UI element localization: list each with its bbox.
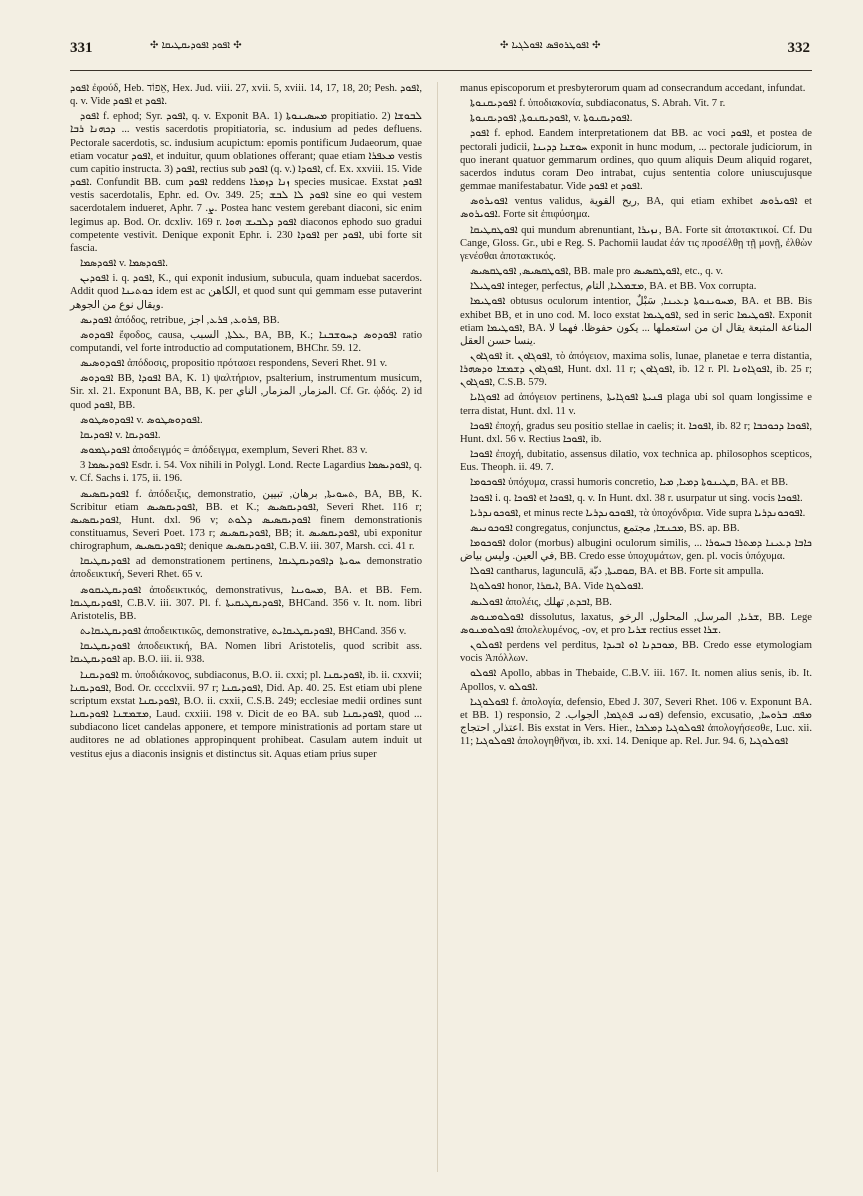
dictionary-entry: ܐܦܘܕܣܡܐ v. ܐܦܘܕܣܡܐ. — [80, 258, 168, 270]
dictionary-entry: ܐܦܘܠܘܓܐ honor, ܐܝܩܪܐ, BA. Vide ܐܦܘܠܘܓܐ. — [470, 581, 644, 593]
dictionary-entry: ܐܦܘܓܐܘܢ it. ܐܦܘܓܐܘܢ, τὸ ἀπόγειον, maxima solis, lunae, planetae e terra distantia, ܐܦܘܓܐܘܢ ܕܫܡܫܐ ܘܕܣܗܪܐ, Hunt. dxl. 11 r; ܐܦܘܓܐܘܢ, ib. 12 r. Pl. ܐܦܘܓܐܘܢܐ, ib. 25 r; ܐܦܘܓܐܘܢ, C.S.B. 579. — [460, 350, 812, 389]
dictionary-entry: ܐܦܘܠܘ Apollo, abbas in Thebaide, C.B.V. iii. 167. It. nomen alius senis, ib. It. Apollos, v. ܐܦܘܠܘ. — [460, 668, 812, 693]
dictionary-entry: ܐܦܘܛܝܡܐ obtusus oculorum intentior, ܡܚܘܝܢܘܬܐ ܕܥܝܢܐ, سَبْلٌ, BA. et BB. Bis exhibet BB, et in uno cod. M. loco exstat ܐܦܘܛܝܡܐ, sed in seric ܐܦܘܛܝܡܐ. Exponit etiam ܐܦܘܛܝܡܐ, BA. المناعة المتبعة يقال ان من استعملها ... يكون حفوظا. فهما لا ينسا حسن العقل. — [460, 296, 812, 347]
dictionary-entry: ܐܦܘܕܝܓܡܘܣ ἀποδειγμός = ἀπόδειγμα, exemplum, Severi Rhet. 83 v. — [80, 445, 368, 457]
dictionary-entry: ܐܦܘܕܝܩܢܘܬܐ f. ὑποδιακονία, subdiaconatus, S. Abrah. Vit. 7 r. — [470, 98, 726, 110]
right-running-head: ✣ ܐܦܘܛܪܘܦܣ ܐܦܘܠܓܝܐ ✣ — [500, 40, 601, 51]
dictionary-entry: manus episcoporum et presbyterorum quam ad consecrandum accedant, infundat. — [460, 83, 806, 94]
dictionary-entry: ܐܦܘܕܘܣܝܣ ἀπόδοσις, propositio πρότασει respondens, Severi Rhet. 91 v. — [80, 358, 388, 370]
dictionary-entry: ܐܦܘܟܐ i. q. ܐܦܘܟܐ et ܐܦܘܟܐ, q. v. In Hunt. dxl. 38 r. usurpatur ut sing. vocis ܐܦܘܟܐ. — [470, 492, 803, 504]
dictionary-entry: ܐܦܘܕܝܣܡܐ 3 Esdr. i. 54. Vox nihili in Polygl. Lond. Recte Lagardius ܐܦܘܕܝܣܡܐ, q. v. Cf. Sachs i. 175, ii. 196. — [70, 460, 423, 485]
dictionary-entry: ܐܦܘܟܐ ἐποχή, gradus seu positio stellae in caelis; it. ܐܦܘܟܐ, ib. 82 r; ܐܦܘܟܐ ܕܟܘܟܒܐ, Hunt. dxl. 56 v. Rectius ܐܦܘܟܐ, ib. — [460, 420, 812, 445]
dictionary-entry: ܐܦܘܕܝܣ ἀπόδος, retribue, ܦܪܘܥ, ܦܪܥ, اجز, BB. — [80, 314, 280, 326]
left-column — [70, 82, 422, 763]
dictionary-entry: ܐܦܘܠܝܣ ἀπολέις, ܐܒܕܬ, تهلك, BB. — [470, 596, 612, 608]
dictionary-entry: ܐܦܘܟܘܡܐ dolor (morbus) albugini oculorum similis, ... ܟܐܒܐ ܕܥܝܢܐ ܕܡܬܪܐ ܒܚܘܪܐ في العين. وليس بياض, BB. Credo esse ὑποχυμάτων, gen. pl. vocis ὑπόχυμα. — [460, 538, 812, 563]
dictionary-entry: ܐܦܘܕ f. ephod; Syr. ܐܦܘܕ, q. v. Exponit BA. 1) ܡܚܣܝܢܘܬܐ propitiatio. 2) ܠܒܘܫܐ ܕܟܗܢܐ ܪܒܐ ... vestis sacerdotis propitiatoria, sc. indusium ad pedes defluens. Pectorale sacerdotis, sc. indusium acupictum: epomis pontificum Judaeorum, quae etiam vocatur ܐܦܘܕ, et induitur, quum oblationes offerant; quae etiam ܡܥܦܪܐ vestis cum capitio instructa. 3) ܐܦܘܕ, rectius sub ܐܦܘܕ (q. v.) ܐܦܘܕܐ, cf. Ex. xxviii. 15. Vide ܐܦܘܕ. Confundit BB. cum ܐܦܘܕ reddens ܙܢܐ ܕܙܡܪܐ species musicae. Exstat ܐܦܘܕ vestis sacerdotalis, Ephr. ed. Ov. 349. 25; ܐܦܘܕ ܠܐ ܠܒܫ sine eo qui vestem sacerdotalem indueret, Aphr. ܨ. 7. Postea hanc vestem gerebant diaconi, sic enim legimus ap. Bod. Or. dcxliv. 169 r. ܐܦܘܕ ܕܠܒܝܫ ܗܘܐ diaconos ephodo suo gradui competente vestivit. Denique exponit Ephr. i. 230 ܐܦܘܕܐ per ܐܦܘܕ, ubi forte sit fascia. — [70, 111, 423, 254]
dictionary-entry: ܐܦܘܕܘܣܛܘܣ v. ܐܦܘܕܘܣܛܘܣ. — [80, 414, 203, 426]
column-gutter — [437, 82, 438, 1172]
dictionary-entry: ܐܦܘܠܘܢ perdens vel perditus, ܡܘܒܕܢܐ ܐܘ ܐܒܝܕܐ, BB. Credo esse etymologiam vocis Ἀπόλλων. — [460, 640, 812, 665]
dictionary-entry: ܐܦܘܓܐܝܐ ad ἀπόγειον pertinens, ܦܢܝܬܐ ܐܦܘܓܐܝܬܐ plaga ubi sol quam longissime e terra distat, Hunt. dxl. 11 v. — [460, 392, 812, 417]
dictionary-entry: ܐܦܘܕܝܩܢܐ m. ὑποδιάκονος, subdiaconus, B.O. ii. cxxi; pl. ܐܦܘܕܝܩܢܐ, ib. ii. cxxvii; ܐܦܘܕܝܩܢܐ, Bod. Or. cccclxvii. 97 r; ܐܦܘܕܝܩܢܐ, Did. Ap. 40. 25. Est etiam ubi plene scriptum exstat ܐܦܘܕܝܩܢܐ, B.O. ii. cxxii, C.S.B. 249; ecclesiae medii ordines sunt ܡܫܡܫܢܐ ܐܦܘܕܝܩܢܐ, Laud. cxxiii. 198 v. Dicit de eo BA. sub ܐܦܘܕܝܩܢܐ, quod ... subdiacono licet candelas apponere, et tempore ministrationis ad portam stare ut auditores ne ad oblationes appropinquent prohibeat. Casulam autem induit ut vestitus ejus a diaconis insignis et distinctus sit. Aquas etiam prius super — [70, 669, 422, 760]
dictionary-entry: ܐܦܘܠܘܓܝܐ f. ἀπολογία, defensio, Ebed J. 307, Severi Rhet. 106 v. Exponunt BA. et BB. 1) responsio, ܦܘܢܝ ܦܬܓܡܐ, الجواب. 2) defensio, excusatio, ܡܦܩ ܒܪܘܚܐ, اعتذار, احتجاج. Bis exstat in Vers. Hier., ܐܦܘܠܘܓܝܐ ܕܡܠܟܐ ἀπολογήσεσθε, Luc. xii. 11; ܐܦܘܠܘܓܝܐ ἀπολογηθῆναι, ib. xxi. 14. Denique ap. Rel. Jur. 94. 6, ܐܦܘܠܘܓܝܐ — [460, 696, 812, 748]
dictionary-entry: ܐܦܘܕܘܣ ἔφοδος, causa, ܥܠܬܐ, السبب, BA, BB, K.; ܐܦܘܕܘܣ ܕܚܘܫܒܢܐ ratio computandi, vel forte introductio ad computationem, BHChr. 59. 12. — [70, 329, 422, 354]
dictionary-entry: ܐܦܘܕ f. ephod. Eandem interpretationem dat BB. ac voci ܐܦܘܕ, et postea de pectorali judicii, ܚܘܫܢܐ ܕܕܝܢܐ exponit in hunc modum, ... pectorale judiciorum, in quo inerant quatuor gemmarum ordines, quo quum aliquis Deum aliquid rogaret, sacerdos indutus coram Deo intrabat, cujus sententia colore uniuscujusque gemmae manifestabatur. Vide ܐܦܘܕ et ܐܦܘܕ. — [460, 128, 812, 193]
header-rule — [70, 70, 812, 71]
dictionary-entry: ܐܦܘܕܝܩܢܘܬܐ, ܐܦܘܕܝܩܢܘܬܐ, v. ܐܦܘܕܝܩܢܘܬܐ. — [470, 113, 633, 125]
dictionary-entry: ܐܦܘܕܝܩܣܝܣ f. ἀπόδειξις, demonstratio, ܬܚܘܝܬܐ, برهان, تبيين, BA, BB, K. Scribitur etiam ܐܦܘܕܝܩܣܝܣ, BB. et K.; ܐܦܘܕܝܩܣܝܣ, Severi Rhet. 116 r; ܐܦܘܕܝܩܣܝܣ, Hunt. dxl. 96 v; ܐܦܘܕܝܩܣܝܣ ܕܠܘܬ finem demonstrationis constituamus, Severi Poet. 173 r; ܐܦܘܕܝܩܣܝܣ, BB; it. ܐܦܘܕܝܩܣܝܣ, ubi exponitur chirographum, ܐܦܘܕܝܩܣܝܣ; denique ܐܦܘܕܝܩܣܝܣ, C.B.V. iii. 307, Marsh. cci. 41 r. — [70, 488, 422, 553]
dictionary-entry: ܐܦܘܕܝܩܛܝܩܘܣ ἀποδεικτικός, demonstrativus, ܡܚܘܝܢܐ, BA. et BB. Fem. ܐܦܘܕܝܩܛܝܩܐ, C.B.V. iii. 307. Pl. f. ܐܦܘܕܝܩܛܝܩܝܬܐ, BHCand. 356 v. It. nom. libri Aristotelis, BB. — [70, 584, 423, 622]
dictionary-entry: ܐܦܘܟܐ ἐποχή, dubitatio, assensus dilatio, vox technica ap. philosophos scepticos, Eus. Theoph. ii. 49. 7. — [460, 449, 812, 474]
dictionary-entry: ܐܦܘܛܝܠܐ integer, perfectus, ܡܫܡܠܝܐ, التام, BA. et BB. Vox corrupta. — [470, 281, 757, 293]
dictionary-entry: ܐܦܘܕܝܩܐ v. ܐܦܘܕܝܩܐ. — [80, 429, 161, 441]
dictionary-entry: ܐܦܘܕܝܢ i. q. ܐܦܘܕ, K., qui exponit indusium, subucula, quam induebat sacerdos. Addit quod ܟܘܬܝܢܐ idem est ac الكاهن, et quod sunt qui gemmam esse putaverint ويقال نوع من الجوهر. — [70, 273, 423, 311]
left-page-number: 331 — [70, 40, 93, 56]
page-header — [70, 40, 810, 66]
right-column — [460, 82, 812, 750]
dictionary-entry: ܐܦܘܠܐ cantharus, lagunculā, ܩܘܩܝܬܐ, دبّة, BA. et BB. Forte sit ampulla. — [470, 566, 764, 578]
dictionary-entry: ܐܦܘܛܩܣܝܣ, ܐܦܘܛܩܣܝܣ, BB. male pro ܐܦܘܛܩܣܝܣ, etc., q. v. — [470, 266, 724, 278]
dictionary-entry: ܐܦܘܕ ἐφούδ, Heb. אֵפוֹד, Hex. Jud. viii. 27, xvii. 5, xviii. 14, 17, 18, 20; Pesh. ܐܦܘܕ, q. v. Vide ܐܦܘܕ et ܐܦܘܕ. — [70, 83, 422, 108]
dictionary-entry: ܐܦܘܝܪܘܣ ventus validus, ريح القوية, BA, qui etiam exhibet ܐܦܘܝܪܘܣ et ܐܦܘܝܪܘܣ. Forte sit ἐπιφύσημα. — [460, 196, 812, 221]
dictionary-entry: ܐܦܘܕܝܩܛܝܩܐ ad demonstrationem pertinens, ܚܘܝܬܐ ܕܐܦܘܕܝܩܛܝܩܐ demonstratio ἀποδεικτική, Severi Rhet. 65 v. — [70, 556, 422, 581]
dictionary-entry: ܐܦܘܛܩܛܝܩܐ qui mundum abrenuntiant, ܢܙܝܪܐ, BA. Forte sit ἀποτακτικοί. Cf. Du Cange, Gloss. Gr., ubi e Reg. S. Pachomii laudat ἐάν τις προσέλθῃ τῇ μονῇ, ἐλθὼν γενέσθαι ἀποτακτικός. — [460, 224, 812, 262]
dictionary-entry: ܐܦܘܟܘܡܐ ὑπόχυμα, crassi humoris concretio, ܩܛܝܢܘܬܐ ܕܡܝܐ, ܡܝܐ, BA. et BB. — [470, 477, 788, 489]
dictionary-entry: ܐܦܘܕܝܩܛܝܩܐܝܬ ἀποδεικτικῶς, demonstrative, ܐܦܘܕܝܩܛܝܩܐܝܬ, BHCand. 356 v. — [80, 626, 407, 638]
dictionary-entry: ܐܦܘܟܘܢܕܪܝܐ, et minus recte ܐܦܘܟܘܢܕܪܝܐ, τὰ ὑποχόνδρια. Vide supra ܐܦܘܟܘܢܕܪܝܐ. — [470, 507, 806, 519]
dictionary-entry: ܐܦܘܕܝܩܛܝܩܐ ἀποδεικτική, BA. Nomen libri Aristotelis, quod scribit ass. ܐܦܘܕܝܩܛܝܩܐ ap. B.O. iii. ii. 938. — [70, 641, 422, 666]
right-page-number: 332 — [787, 40, 810, 56]
dictionary-entry: ܐܦܘܕܘܣ BB, ܐܦܘܕܐ BA, K. 1) ψαλτήριον, psalterium, instrumentum musicum, Sir. xl. 21. Exponunt BA, BB, K. per المزمار, المزمار, الناي. Cf. Gr. ᾠδός. 2) id quod ܐܦܘܕ, BB. — [70, 373, 422, 411]
dictionary-entry: ܐܦܘܟܘܢܝܣ congregatus, conjunctus, ܡܟܢܫܐ, مجتمع, BS. ap. BB. — [470, 522, 740, 534]
left-running-head: ✣ ܐܦܘܕ ܐܦܘܕܝܩܛܝܩܐ ✣ — [150, 40, 242, 51]
dictionary-entry: ܐܦܘܠܘܡܢܘܣ dissolutus, laxatus, ܫܪܝܐ, المرسل, المحلول, الرخو, BB. Lege ܐܦܘܠܘܡܢܘܣ ἀπολελυμένος, -ov, et pro ܫܪܝܐ rectius esset ܫܪܐ. — [460, 611, 812, 636]
